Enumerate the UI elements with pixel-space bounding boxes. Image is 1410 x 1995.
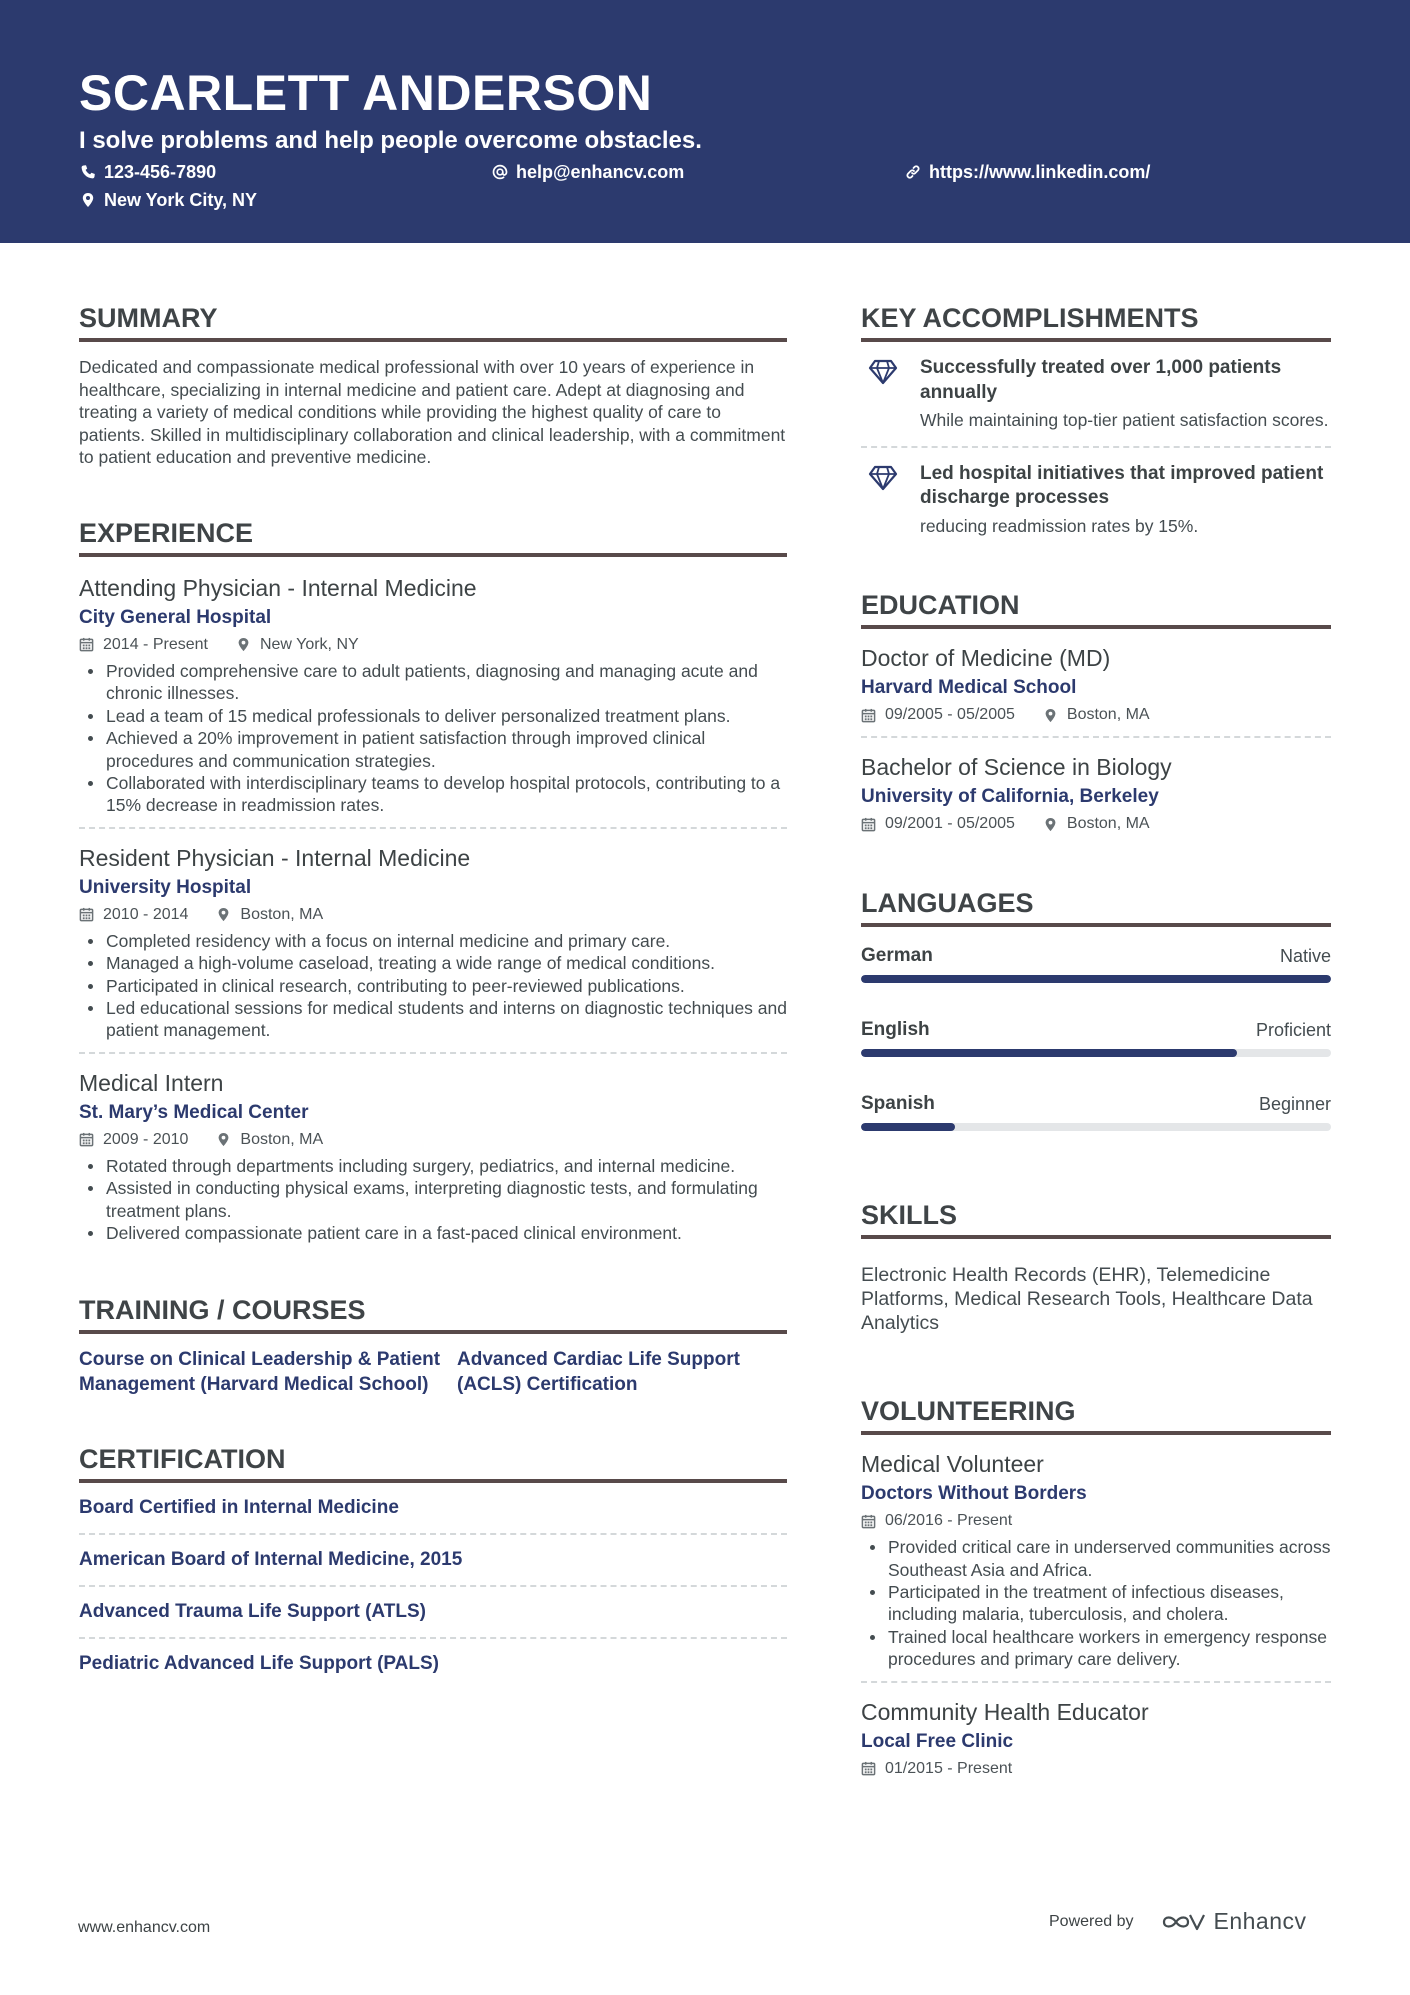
education-meta (861, 813, 1331, 835)
section-title-certification: CERTIFICATION (79, 1441, 787, 1483)
section-title-volunteering: VOLUNTEERING (861, 1393, 1331, 1435)
calendar-icon (861, 708, 876, 723)
volunteer-bullets (861, 1536, 1331, 1670)
training-section (79, 1292, 787, 1397)
language-name: English (861, 1019, 930, 1041)
education-meta (861, 704, 1331, 726)
language-level: Proficient (1255, 1020, 1331, 1041)
volunteer-role: Community Health Educator (861, 1698, 1149, 1725)
list-item: Achieved a 20% improvement in patient satisfaction through improved clinical procedures and communication strategies. (79, 727, 787, 772)
calendar-icon (861, 817, 876, 832)
calendar-icon (861, 1514, 876, 1529)
linkedin-text: https://www.linkedin.com/ (929, 162, 1151, 182)
accomplishments-section (861, 300, 1331, 551)
accomplishment-item (861, 342, 1331, 448)
education-section (861, 587, 1331, 845)
candidate-name: SCARLETT ANDERSON (79, 65, 653, 121)
education-dates: 09/2005 - 05/2005 (885, 706, 1015, 724)
language-proficiency-bar (861, 1049, 1331, 1057)
calendar-icon (79, 907, 94, 922)
education-location: Boston, MA (1066, 815, 1150, 833)
calendar-icon (79, 1132, 94, 1147)
list-item: Provided critical care in underserved communities across Southeast Asia and Africa. (861, 1536, 1331, 1581)
job-bullets (79, 1155, 787, 1245)
job-dates: 2014 - Present (103, 635, 208, 653)
location-text: New York City, NY (104, 190, 258, 210)
list-item: Provided comprehensive care to adult patients, diagnosing and managing acute and chronic illnesses. (79, 660, 787, 705)
diamond-icon (868, 359, 898, 385)
experience-entry (79, 557, 787, 829)
language-item (861, 1091, 1331, 1131)
language-proficiency-fill (861, 1049, 1237, 1057)
enhancv-logo-icon (1160, 1910, 1208, 1934)
language-proficiency-bar (861, 1123, 1331, 1131)
section-title-languages: LANGUAGES (861, 885, 1331, 927)
link-icon (905, 164, 921, 180)
list-item: Managed a high-volume caseload, treating a wide range of medical conditions. (79, 952, 787, 974)
accomplishment-description: reducing readmission rates by 15%. (920, 515, 1199, 536)
language-item (861, 1017, 1331, 1057)
calendar-icon (861, 1761, 876, 1776)
job-meta (79, 634, 787, 656)
job-location: Boston, MA (240, 905, 324, 923)
job-title: Resident Physician - Internal Medicine (79, 844, 471, 871)
list-item: Trained local healthcare workers in emergency response procedures and primary care delivery. (861, 1626, 1331, 1671)
section-title-summary: SUMMARY (79, 300, 787, 342)
language-list (861, 943, 1331, 1131)
certification-item: Board Certified in Internal Medicine (79, 1483, 787, 1535)
job-location: Boston, MA (240, 1130, 324, 1148)
job-dates: 2009 - 2010 (103, 1130, 189, 1148)
volunteer-entry (861, 1435, 1331, 1682)
footer-website[interactable]: www.enhancv.com (78, 1919, 211, 1936)
accomplishment-title: Successfully treated over 1,000 patients annually (920, 357, 1282, 403)
list-item: Led educational sessions for medical students and interns on diagnostic techniques and patient management. (79, 997, 787, 1042)
list-item: Collaborated with interdisciplinary teams to develop hospital protocols, contributing to a 15% decrease in readmission rates. (79, 772, 787, 817)
volunteer-meta (861, 1758, 1331, 1780)
volunteer-dates: 01/2015 - Present (885, 1759, 1013, 1777)
candidate-tagline: I solve problems and help people overcome obstacles. (79, 127, 702, 154)
degree-title: Doctor of Medicine (MD) (861, 645, 1111, 672)
contact-phone[interactable] (80, 160, 216, 184)
language-name: German (861, 945, 933, 967)
brand-name: Enhancv (1213, 1908, 1307, 1934)
list-item: Rotated through departments including surgery, pediatrics, and internal medicine. (79, 1155, 787, 1177)
diamond-icon (868, 465, 898, 491)
list-item: Delivered compassionate patient care in a fast-paced clinical environment. (79, 1222, 787, 1244)
skills-text: Electronic Health Records (EHR), Telemedicine Platforms, Medical Research Tools, Healthcare Data Analytics (861, 1264, 1313, 1335)
at-icon (492, 164, 508, 180)
job-meta (79, 1129, 787, 1151)
list-item: Completed residency with a focus on internal medicine and primary care. (79, 930, 787, 952)
language-level: Beginner (1258, 1094, 1331, 1115)
school-name: Harvard Medical School (861, 677, 1077, 699)
education-entry (861, 629, 1331, 738)
certification-section (79, 1441, 787, 1689)
footer-branding[interactable] (1049, 1908, 1307, 1935)
list-item: Participated in clinical research, contributing to peer-reviewed publications. (79, 975, 787, 997)
list-item: Participated in the treatment of infectious diseases, including malaria, tuberculosis, and cholera. (861, 1581, 1331, 1626)
summary-text: Dedicated and compassionate medical professional with over 10 years of experience in healthcare, specializing in internal medicine and patient care. Adept at diagnosing and treating a variety of medical conditions while providing the highest quality of care to patients. Skilled in multidisciplinary collaboration and clinical leadership, with a commitment to patient education and preventive medicine. (79, 357, 786, 468)
volunteer-meta (861, 1510, 1331, 1532)
resume-header (0, 0, 1410, 243)
education-dates: 09/2001 - 05/2005 (885, 815, 1015, 833)
location-pin-icon (80, 192, 96, 208)
volunteer-org: Local Free Clinic (861, 1730, 1014, 1752)
accomplishment-description: While maintaining top-tier patient satisfaction scores. (920, 410, 1329, 430)
certification-item: Advanced Trauma Life Support (ATLS) (79, 1587, 787, 1639)
language-item (861, 943, 1331, 983)
phone-icon (80, 164, 96, 180)
certification-item: American Board of Internal Medicine, 2015 (79, 1535, 787, 1587)
phone-text: 123-456-7890 (104, 162, 217, 182)
course-item: Course on Clinical Leadership & Patient Management (Harvard Medical School) (79, 1349, 441, 1395)
languages-section (861, 885, 1331, 1131)
accomplishment-title: Led hospital initiatives that improved patient discharge processes (920, 462, 1324, 509)
degree-title: Bachelor of Science in Biology (861, 754, 1172, 781)
employer-name: City General Hospital (79, 606, 272, 628)
course-list (79, 1348, 787, 1397)
language-level: Native (1279, 946, 1331, 967)
job-location: New York, NY (259, 635, 359, 653)
employer-name: University Hospital (79, 876, 252, 898)
location-pin-icon (216, 907, 231, 922)
volunteer-org: Doctors Without Borders (861, 1483, 1087, 1505)
volunteering-section (861, 1393, 1331, 1789)
contact-linkedin[interactable] (905, 160, 1150, 184)
job-bullets (79, 660, 787, 817)
location-pin-icon (1043, 708, 1058, 723)
experience-section (79, 515, 787, 1255)
experience-entry (79, 829, 787, 1054)
contact-location (80, 188, 257, 212)
course-item: Advanced Cardiac Life Support (ACLS) Certification (457, 1349, 740, 1395)
list-item: Assisted in conducting physical exams, interpreting diagnostic tests, and formulating treatment plans. (79, 1177, 787, 1222)
email-text: help@enhancv.com (516, 162, 685, 182)
location-pin-icon (236, 637, 251, 652)
school-name: University of California, Berkeley (861, 786, 1159, 808)
job-meta (79, 904, 787, 926)
language-proficiency-bar (861, 975, 1331, 983)
volunteer-dates: 06/2016 - Present (885, 1512, 1013, 1530)
list-item: Lead a team of 15 medical professionals to deliver personalized treatment plans. (79, 705, 787, 727)
section-title-education: EDUCATION (861, 587, 1331, 629)
certification-item: Pediatric Advanced Life Support (PALS) (79, 1653, 439, 1675)
section-title-accomplishments: KEY ACCOMPLISHMENTS (861, 300, 1331, 342)
language-name: Spanish (861, 1093, 935, 1115)
location-pin-icon (216, 1132, 231, 1147)
language-proficiency-fill (861, 1123, 955, 1131)
language-proficiency-fill (861, 975, 1331, 983)
section-title-skills: SKILLS (861, 1197, 1331, 1239)
skills-section (861, 1197, 1331, 1335)
education-location: Boston, MA (1066, 706, 1150, 724)
job-dates: 2010 - 2014 (103, 905, 189, 923)
location-pin-icon (1043, 817, 1058, 832)
employer-name: St. Mary’s Medical Center (79, 1101, 309, 1123)
job-title: Medical Intern (79, 1069, 224, 1096)
right-column (861, 300, 1331, 1824)
calendar-icon (79, 637, 94, 652)
volunteer-role: Medical Volunteer (861, 1451, 1044, 1478)
section-title-experience: EXPERIENCE (79, 515, 787, 557)
summary-section (79, 300, 787, 469)
powered-by-text: Powered by (1049, 1912, 1134, 1930)
volunteer-entry (861, 1683, 1331, 1790)
job-title: Attending Physician - Internal Medicine (79, 574, 477, 601)
section-title-training: TRAINING / COURSES (79, 1292, 787, 1334)
job-bullets (79, 930, 787, 1042)
left-column (79, 300, 787, 1723)
education-entry (861, 738, 1331, 845)
contact-email[interactable] (492, 160, 684, 184)
experience-entry (79, 1054, 787, 1255)
accomplishment-item (861, 448, 1331, 552)
